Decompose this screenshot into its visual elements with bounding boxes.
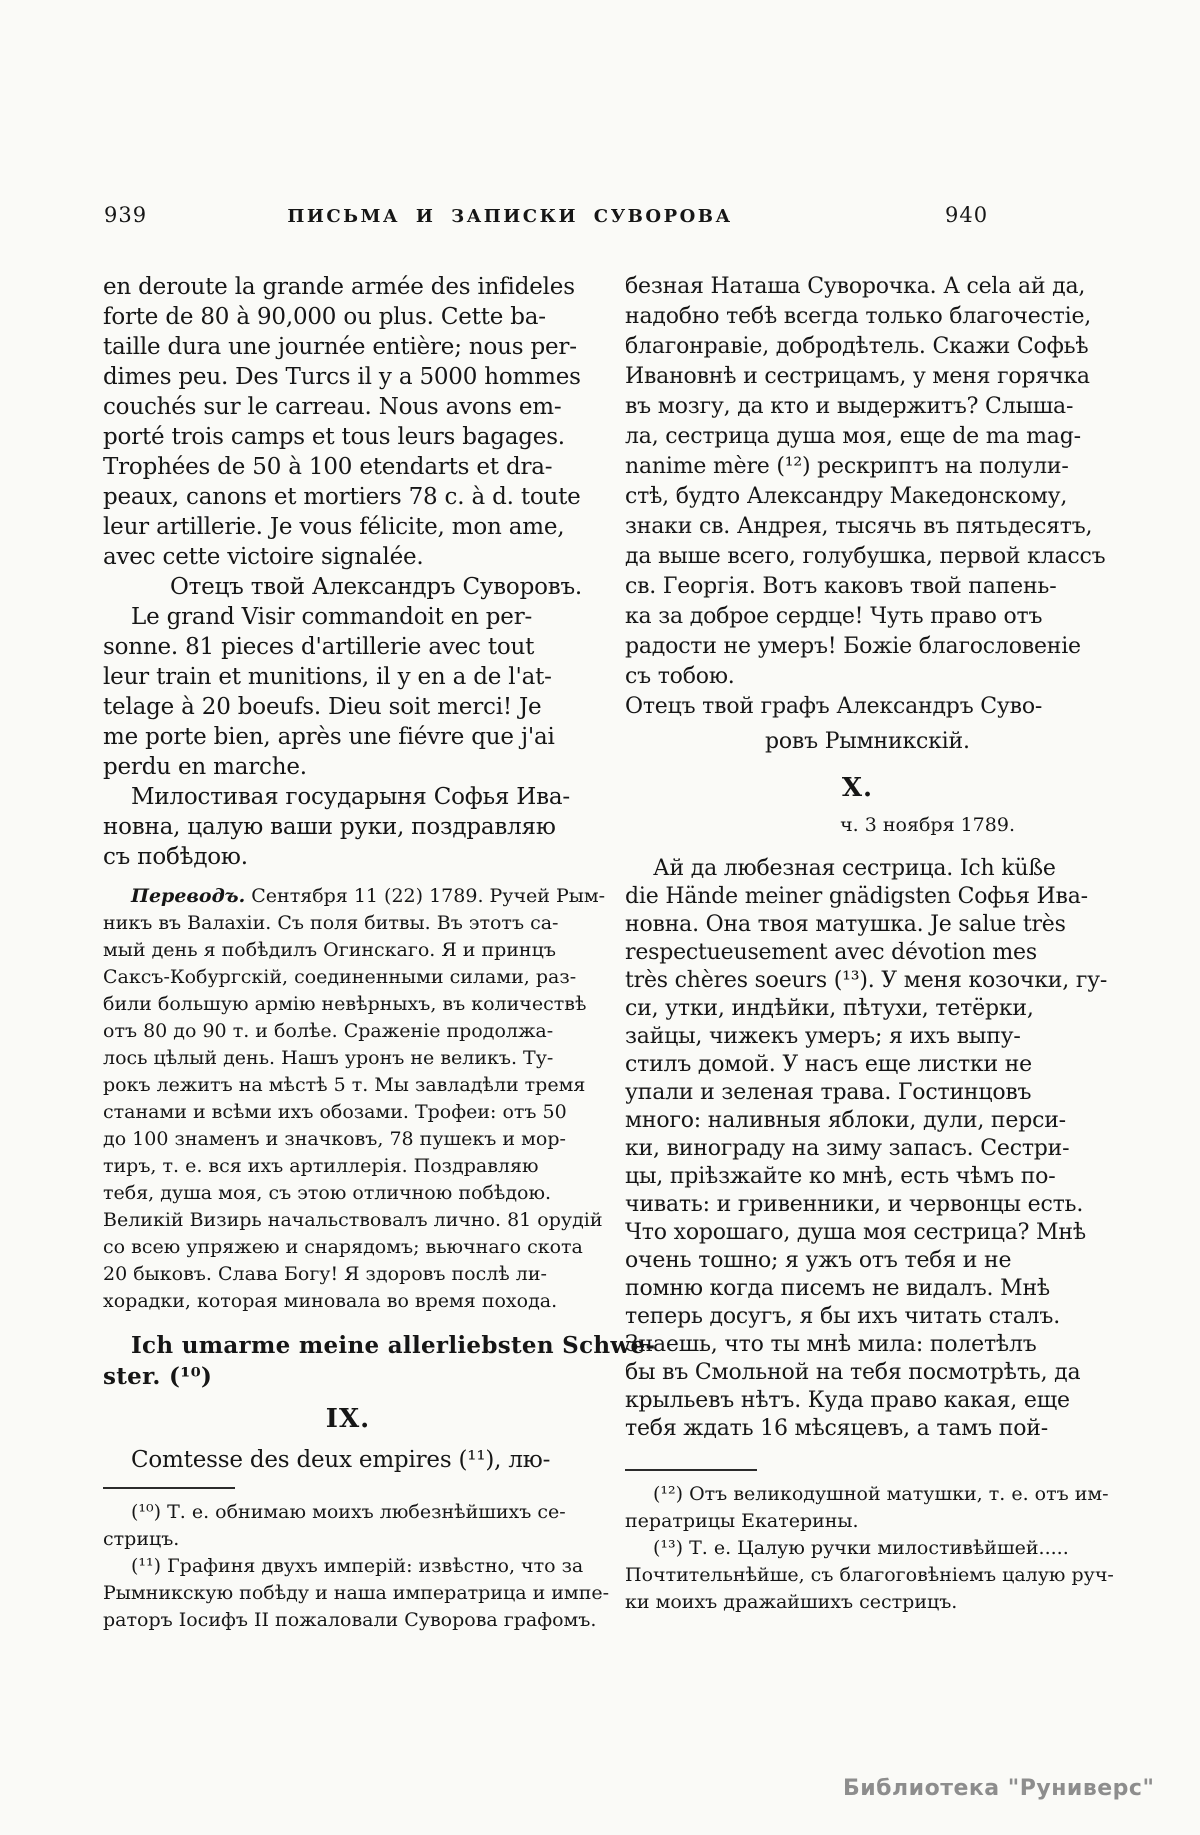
text-line: стилъ домой. У насъ еще листки не <box>625 1052 1033 1077</box>
page-number-left: 939 <box>104 203 148 227</box>
text-line: раторъ Іосифъ II пожаловали Суворова графомъ. <box>103 1609 597 1631</box>
text-line: peaux, canons et mortiers 78 c. à d. toute <box>103 484 581 510</box>
text-line: новна. Она твоя матушка. Je salue très <box>625 912 1066 937</box>
text-line: хорадки, которая миновала во время похода. <box>103 1290 558 1312</box>
text-line: Знаешь, что ты мнѣ мила: полетѣлъ <box>625 1332 1037 1357</box>
text-line: много: наливныя яблоки, дули, перси- <box>625 1108 1066 1133</box>
letter-date: ч. 3 ноября 1789. <box>840 814 1015 836</box>
footnote-13 <box>625 1535 1114 1616</box>
signature-line-2: ровъ Рымникскій. <box>765 729 970 754</box>
text-line: цы, пріѣзжайте ко мнѣ, есть чѣмъ по- <box>625 1164 1056 1189</box>
text-line: leur artillerie. Je vous félicite, mon ame, <box>103 514 565 540</box>
text-line: да выше всего, голубушка, первой классъ <box>625 544 1106 569</box>
text-line: Милостивая государыня Софья Ива- <box>131 784 571 810</box>
text-line: стѣ, будто Александру Македонскому, <box>625 484 1068 509</box>
translation-block <box>103 883 606 1315</box>
text-line: Comtesse des deux empires (¹¹), лю- <box>131 1447 551 1473</box>
text-line: никъ въ Валахіи. Съ поля битвы. Въ этотъ са- <box>103 912 559 934</box>
text-line: dimes peu. Des Turcs il y a 5000 hommes <box>103 364 581 390</box>
text-line: зайцы, чижекъ умеръ; я ихъ выпу- <box>625 1024 1021 1049</box>
text-line: лось цѣлый день. Нашъ уронъ не великъ. Ту- <box>103 1047 554 1069</box>
footnote-11 <box>103 1553 610 1634</box>
footnote-separator <box>103 1487 235 1489</box>
signature-text: Отецъ твой Александръ Суворовъ. <box>170 574 583 600</box>
letter-postscript-russian <box>103 782 593 872</box>
footnote-12 <box>625 1481 1109 1535</box>
text-line: (¹³) Т. е. Цалую ручки милостивѣйшей..... <box>653 1537 1069 1559</box>
library-watermark: Библиотека "Руниверс" <box>843 1776 1155 1801</box>
text-line: forte de 80 à 90,000 ou plus. Cette ba- <box>103 304 546 330</box>
text-line: съ побѣдою. <box>103 844 248 870</box>
page-number-right: 940 <box>945 203 989 227</box>
right-column <box>625 272 1114 1616</box>
letter-signature <box>625 692 1090 722</box>
text-line <box>103 883 606 910</box>
text-line: тиръ, т. е. вся ихъ артиллерія. Поздравляю <box>103 1155 539 1177</box>
letter-postscript-french <box>103 602 593 782</box>
text-line: рокъ лежитъ на мѣстѣ 5 т. Мы завладѣли тремя <box>103 1074 586 1096</box>
text-line: nanime mère (¹²) рескриптъ на полули- <box>625 454 1069 479</box>
text-line: ster. (¹⁰) <box>103 1363 213 1390</box>
text-line: чивать: и гривенники, и червонцы есть. <box>625 1192 1084 1217</box>
text-line: couchés sur le carreau. Nous avons em- <box>103 394 562 420</box>
text-line: porté trois camps et tous leurs bagages. <box>103 424 565 450</box>
text-line: со всею упряжею и снарядомъ; вьючнаго скота <box>103 1236 583 1258</box>
letter-ix-continuation <box>625 272 1106 692</box>
text-line: Саксъ-Кобургскій, соединенными силами, раз- <box>103 966 577 988</box>
text-line: Trophées de 50 à 100 etendarts et dra- <box>103 454 553 480</box>
section-heading-x: X. <box>841 773 874 803</box>
text-line: стрицъ. <box>103 1528 180 1550</box>
text-line: въ мозгу, да кто и выдержитъ? Слыша- <box>625 394 1074 419</box>
text-line: св. Георгія. Вотъ каковъ твой папень- <box>625 574 1057 599</box>
text-line: очень тошно; я ужъ отъ тебя и не <box>625 1248 1012 1273</box>
letter-signature-continued <box>625 727 1090 757</box>
translation-lines <box>103 910 603 1315</box>
text-line: ки, винограду на зиму запасъ. Сестри- <box>625 1136 1070 1161</box>
section-heading-ix: IX. <box>325 1404 371 1434</box>
text-line: надобно тебѣ всегда только благочестіе, <box>625 304 1092 329</box>
text-line: die Hände meiner gnädigsten Софья Ива- <box>625 884 1088 909</box>
text-line: помню когда писемъ не видалъ. Мнѣ <box>625 1276 1050 1301</box>
letter-viii-french-continuation <box>103 272 593 572</box>
text-line: Почтительнѣйше, съ благоговѣніемъ цалую руч- <box>625 1564 1114 1586</box>
text-line: Ich umarme meine allerliebsten Schwe- <box>131 1332 656 1359</box>
letter-signature <box>103 572 593 602</box>
text-line: (¹²) Отъ великодушной матушки, т. е. отъ им- <box>653 1483 1109 1505</box>
text-line: безная Наташа Суворочка. А cela ай да, <box>625 274 1086 299</box>
text-line: leur train et munitions, il y en a de l'at- <box>103 664 552 690</box>
text-line: très chères soeurs (¹³). У меня козочки, гу- <box>625 968 1108 993</box>
text-line: тебя, душа моя, съ этою отличною побѣдою. <box>103 1182 552 1204</box>
text-line: до 100 знаменъ и значковъ, 78 пушекъ и мор- <box>103 1128 566 1150</box>
left-column <box>103 272 656 1634</box>
letter-ix-opening <box>103 1445 593 1475</box>
text-line: си, утки, индѣйки, пѣтухи, тетёрки, <box>625 996 1034 1021</box>
text-line: ла, сестрица душа моя, еще de ma mag- <box>625 424 1081 449</box>
text-line: теперь досугъ, я бы ихъ читать сталъ. <box>625 1304 1060 1329</box>
text-line: avec cette victoire signalée. <box>103 544 424 570</box>
footnote-10 <box>103 1499 593 1553</box>
text-line: знаки св. Андрея, тысячь въ пятьдесятъ, <box>625 514 1093 539</box>
running-title: ПИСЬМА И ЗАПИСКИ СУВОРОВА <box>287 206 733 227</box>
text-line: радости не умеръ! Божіе благословеніе <box>625 634 1081 659</box>
text-line: telage à 20 boeufs. Dieu soit merci! Je <box>103 694 542 720</box>
text-line: (¹⁰) Т. е. обнимаю моихъ любезнѣйшихъ се- <box>131 1501 566 1523</box>
translation-lead: Переводъ. <box>131 885 246 907</box>
text-line: Великій Визирь начальствовалъ лично. 81 орудій <box>103 1209 603 1231</box>
text-line: sonne. 81 pieces d'artillerie avec tout <box>103 634 535 660</box>
text-line: ки моихъ дражайшихъ сестрицъ. <box>625 1591 958 1613</box>
german-closing-fraktur <box>103 1330 656 1392</box>
footnote-separator <box>625 1469 757 1471</box>
text-line: мый день я побѣдилъ Огинскаго. Я и принцъ <box>103 939 556 961</box>
text-line: Ивановнѣ и сестрицамъ, у меня горячка <box>625 364 1090 389</box>
text-line: упали и зеленая трава. Гостинцовъ <box>625 1080 1032 1105</box>
text-line: бы въ Смольной на тебя посмотрѣть, да <box>625 1360 1081 1385</box>
text-line: тебя ждать 16 мѣсяцевъ, а тамъ пой- <box>625 1416 1048 1441</box>
text-line: Рымникскую побѣду и наша императрица и импе- <box>103 1582 610 1604</box>
text-line: Le grand Visir commandoit en per- <box>131 604 533 630</box>
text-line: благонравіе, добродѣтель. Скажи Софьѣ <box>625 334 1089 359</box>
text-line: съ тобою. <box>625 664 735 689</box>
text-line: ператрицы Екатерины. <box>625 1510 859 1532</box>
text-line: били большую армію невѣрныхъ, въ количествѣ <box>103 993 587 1015</box>
text-line: ка за доброе сердце! Чуть право отъ <box>625 604 1043 629</box>
signature-line-1: Отецъ твой графъ Александръ Суво- <box>625 694 1043 719</box>
text-line: станами и всѣми ихъ обозами. Трофеи: отъ 50 <box>103 1101 567 1123</box>
text-line: Ай да любезная сестрица. Ich küße <box>653 856 1056 881</box>
text-line: новна, цалую ваши руки, поздравляю <box>103 814 556 840</box>
text-line: (¹¹) Графиня двухъ имперій: извѣстно, что за <box>131 1555 584 1577</box>
text-line: 20 быковъ. Слава Богу! Я здоровъ послѣ ли- <box>103 1263 547 1285</box>
letter-x-body <box>625 855 1108 1443</box>
text-line: respectueusement avec dévotion mes <box>625 940 1037 965</box>
text-line: отъ 80 до 90 т. и болѣе. Сраженіе продолжа- <box>103 1020 554 1042</box>
text-line: en deroute la grande armée des infideles <box>103 274 575 300</box>
translation-first-line-rest: Сентября 11 (22) 1789. Ручей Рым- <box>245 885 606 907</box>
text-line: крыльевъ нѣтъ. Куда право какая, еще <box>625 1388 1070 1413</box>
text-line: me porte bien, après une fiévre que j'ai <box>103 724 555 750</box>
text-line: Что хорошаго, душа моя сестрица? Мнѣ <box>625 1220 1086 1245</box>
text-line: perdu en marche. <box>103 754 307 780</box>
text-line: taille dura une journée entière; nous per- <box>103 334 577 360</box>
